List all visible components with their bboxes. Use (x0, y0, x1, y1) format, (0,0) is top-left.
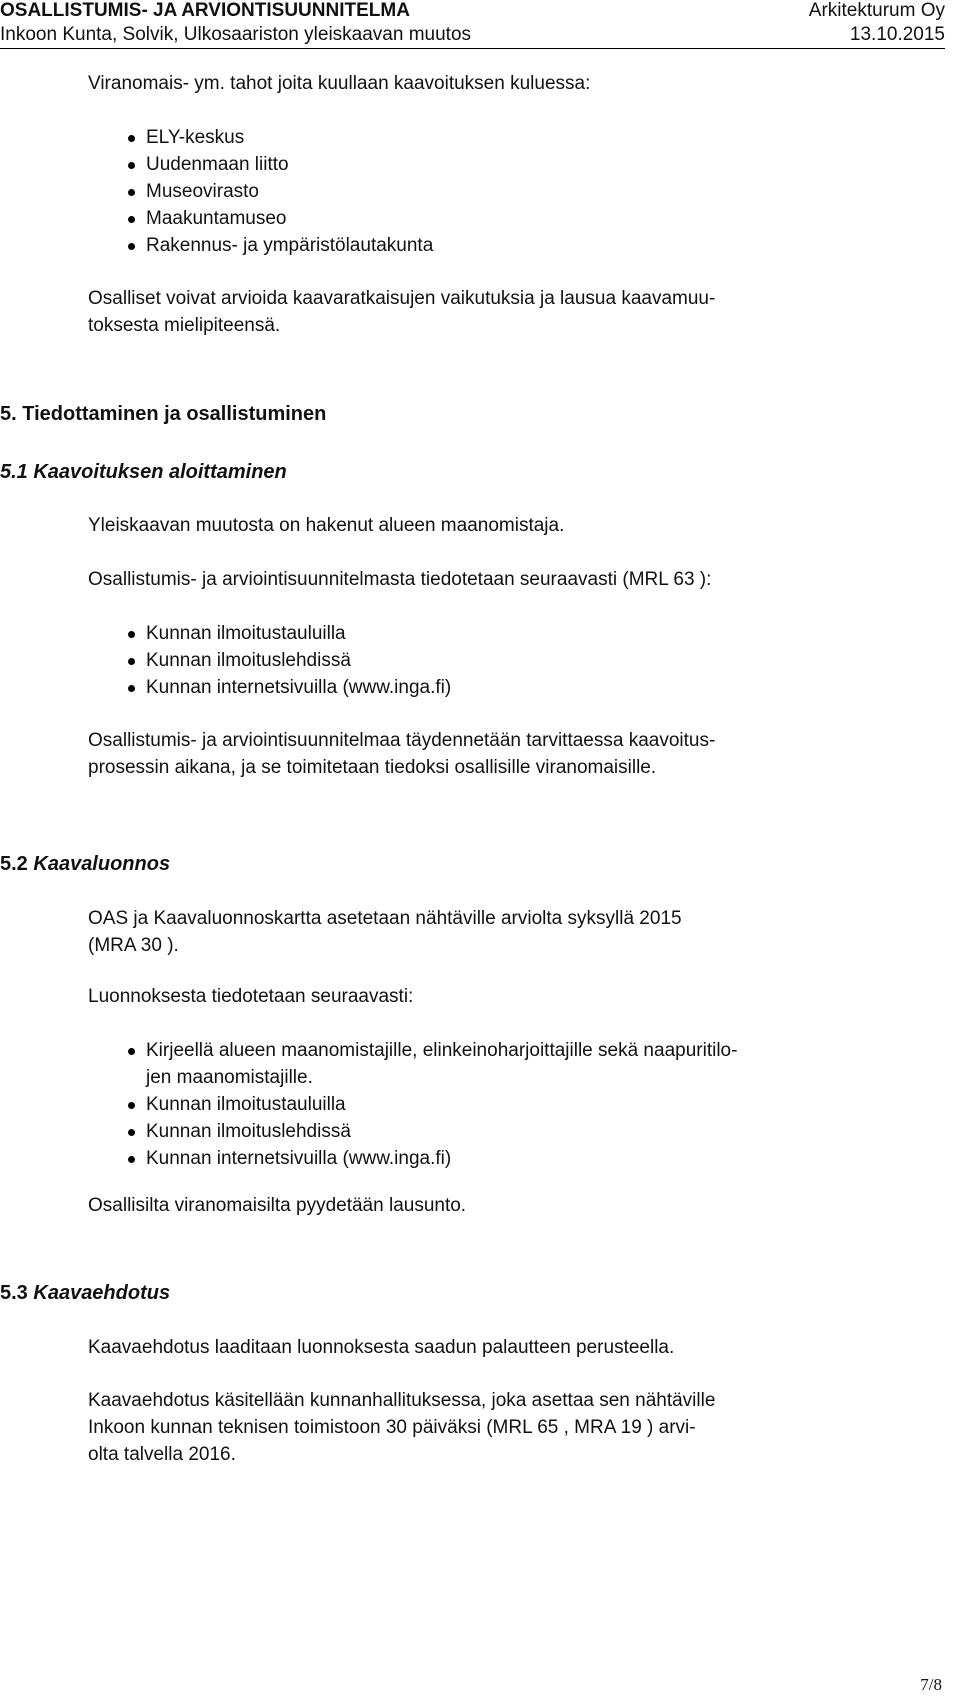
list-item: Rakennus- ja ympäristölautakunta (0, 232, 433, 259)
list-item: Kunnan ilmoituslehdissä (0, 647, 451, 674)
paragraph: Luonnoksesta tiedotetaan seuraavasti: (88, 986, 414, 1007)
bullet-icon (128, 243, 135, 250)
paragraph-line2: prosessin aikana, ja se toimitetaan tiedoksi osallisille viranomaisille. (88, 757, 657, 778)
bullet-icon (128, 685, 135, 692)
paragraph-line1: OAS ja Kaavaluonnoskartta asetetaan nähtäville arviolta syksyllä 2015 (88, 908, 682, 929)
list-item: Kunnan internetsivuilla (www.inga.fi) (0, 674, 451, 701)
bullet-icon (128, 162, 135, 169)
paragraph-line2: Inkoon kunnan teknisen toimistoon 30 päiväksi (MRL 65 , MRA 19 ) arvi- (88, 1417, 696, 1438)
list-item: Maakuntamuseo (0, 205, 433, 232)
list-item: Uudenmaan liitto (0, 151, 433, 178)
company-name: Arkitekturum Oy (808, 0, 945, 21)
bullet-icon (128, 1156, 135, 1163)
subsection-heading-5-3: 5.3 Kaavaehdotus (0, 1282, 171, 1304)
bullet-icon (128, 189, 135, 196)
list-item: Museovirasto (0, 178, 433, 205)
list-item: Kunnan ilmoitustauluilla (0, 1091, 737, 1118)
authorities-intro: Viranomais- ym. tahot joita kuullaan kaavoituksen kuluessa: (88, 73, 591, 94)
subsection-heading-5-2: 5.2 Kaavaluonnos (0, 853, 171, 875)
list-item: ELY-keskus (0, 124, 433, 151)
bullet-icon (128, 1048, 135, 1055)
list-item: Kunnan ilmoituslehdissä (0, 1118, 737, 1145)
list-item: Kunnan ilmoitustauluilla (0, 620, 451, 647)
authorities-note-line2: toksesta mielipiteensä. (88, 315, 281, 336)
announcement-list (0, 620, 451, 701)
subsection-heading-5-1: 5.1 Kaavoituksen aloittaminen (0, 461, 287, 483)
document-date: 13.10.2015 (849, 24, 945, 45)
paragraph-line2: (MRA 30 ). (88, 935, 179, 956)
paragraph: Yleiskaavan muutosta on hakenut alueen maanomistaja. (88, 515, 565, 536)
header-rule (0, 48, 945, 49)
bullet-icon (128, 1102, 135, 1109)
paragraph: Osallisilta viranomaisilta pyydetään lausunto. (88, 1195, 467, 1216)
bullet-icon (128, 631, 135, 638)
paragraph: Osallistumis- ja arviointisuunnitelmasta tiedotetaan seuraavasti (MRL 63 ): (88, 569, 712, 590)
paragraph-line1: Osallistumis- ja arviointisuunnitelmaa täydennetään tarvittaessa kaavoitus- (88, 730, 716, 751)
paragraph-line1: Kaavaehdotus käsitellään kunnanhallituksessa, joka asettaa sen nähtäville (88, 1390, 716, 1411)
project-name: Inkoon Kunta, Solvik, Ulkosaariston yleiskaavan muutos (0, 24, 472, 45)
document-title: OSALLISTUMIS- JA ARVIONTISUUNNITELMA (0, 0, 410, 21)
draft-announcement-list (0, 1037, 737, 1172)
bullet-icon (128, 1129, 135, 1136)
list-item: Kunnan internetsivuilla (www.inga.fi) (0, 1145, 737, 1172)
bullet-icon (128, 216, 135, 223)
authorities-list (0, 124, 433, 259)
paragraph-line3: olta talvella 2016. (88, 1444, 236, 1465)
bullet-icon (128, 135, 135, 142)
list-item: Kirjeellä alueen maanomistajille, elinkeinoharjoittajille sekä naapuritilo- jen maanomistajille. (0, 1037, 737, 1091)
bullet-icon (128, 658, 135, 665)
page-number: 7/8 (920, 1675, 942, 1694)
paragraph: Kaavaehdotus laaditaan luonnoksesta saadun palautteen perusteella. (88, 1337, 675, 1358)
authorities-note-line1: Osalliset voivat arvioida kaavaratkaisujen vaikutuksia ja lausua kaavamuu- (88, 288, 716, 309)
section-heading: 5. Tiedottaminen ja osallistuminen (0, 403, 327, 425)
